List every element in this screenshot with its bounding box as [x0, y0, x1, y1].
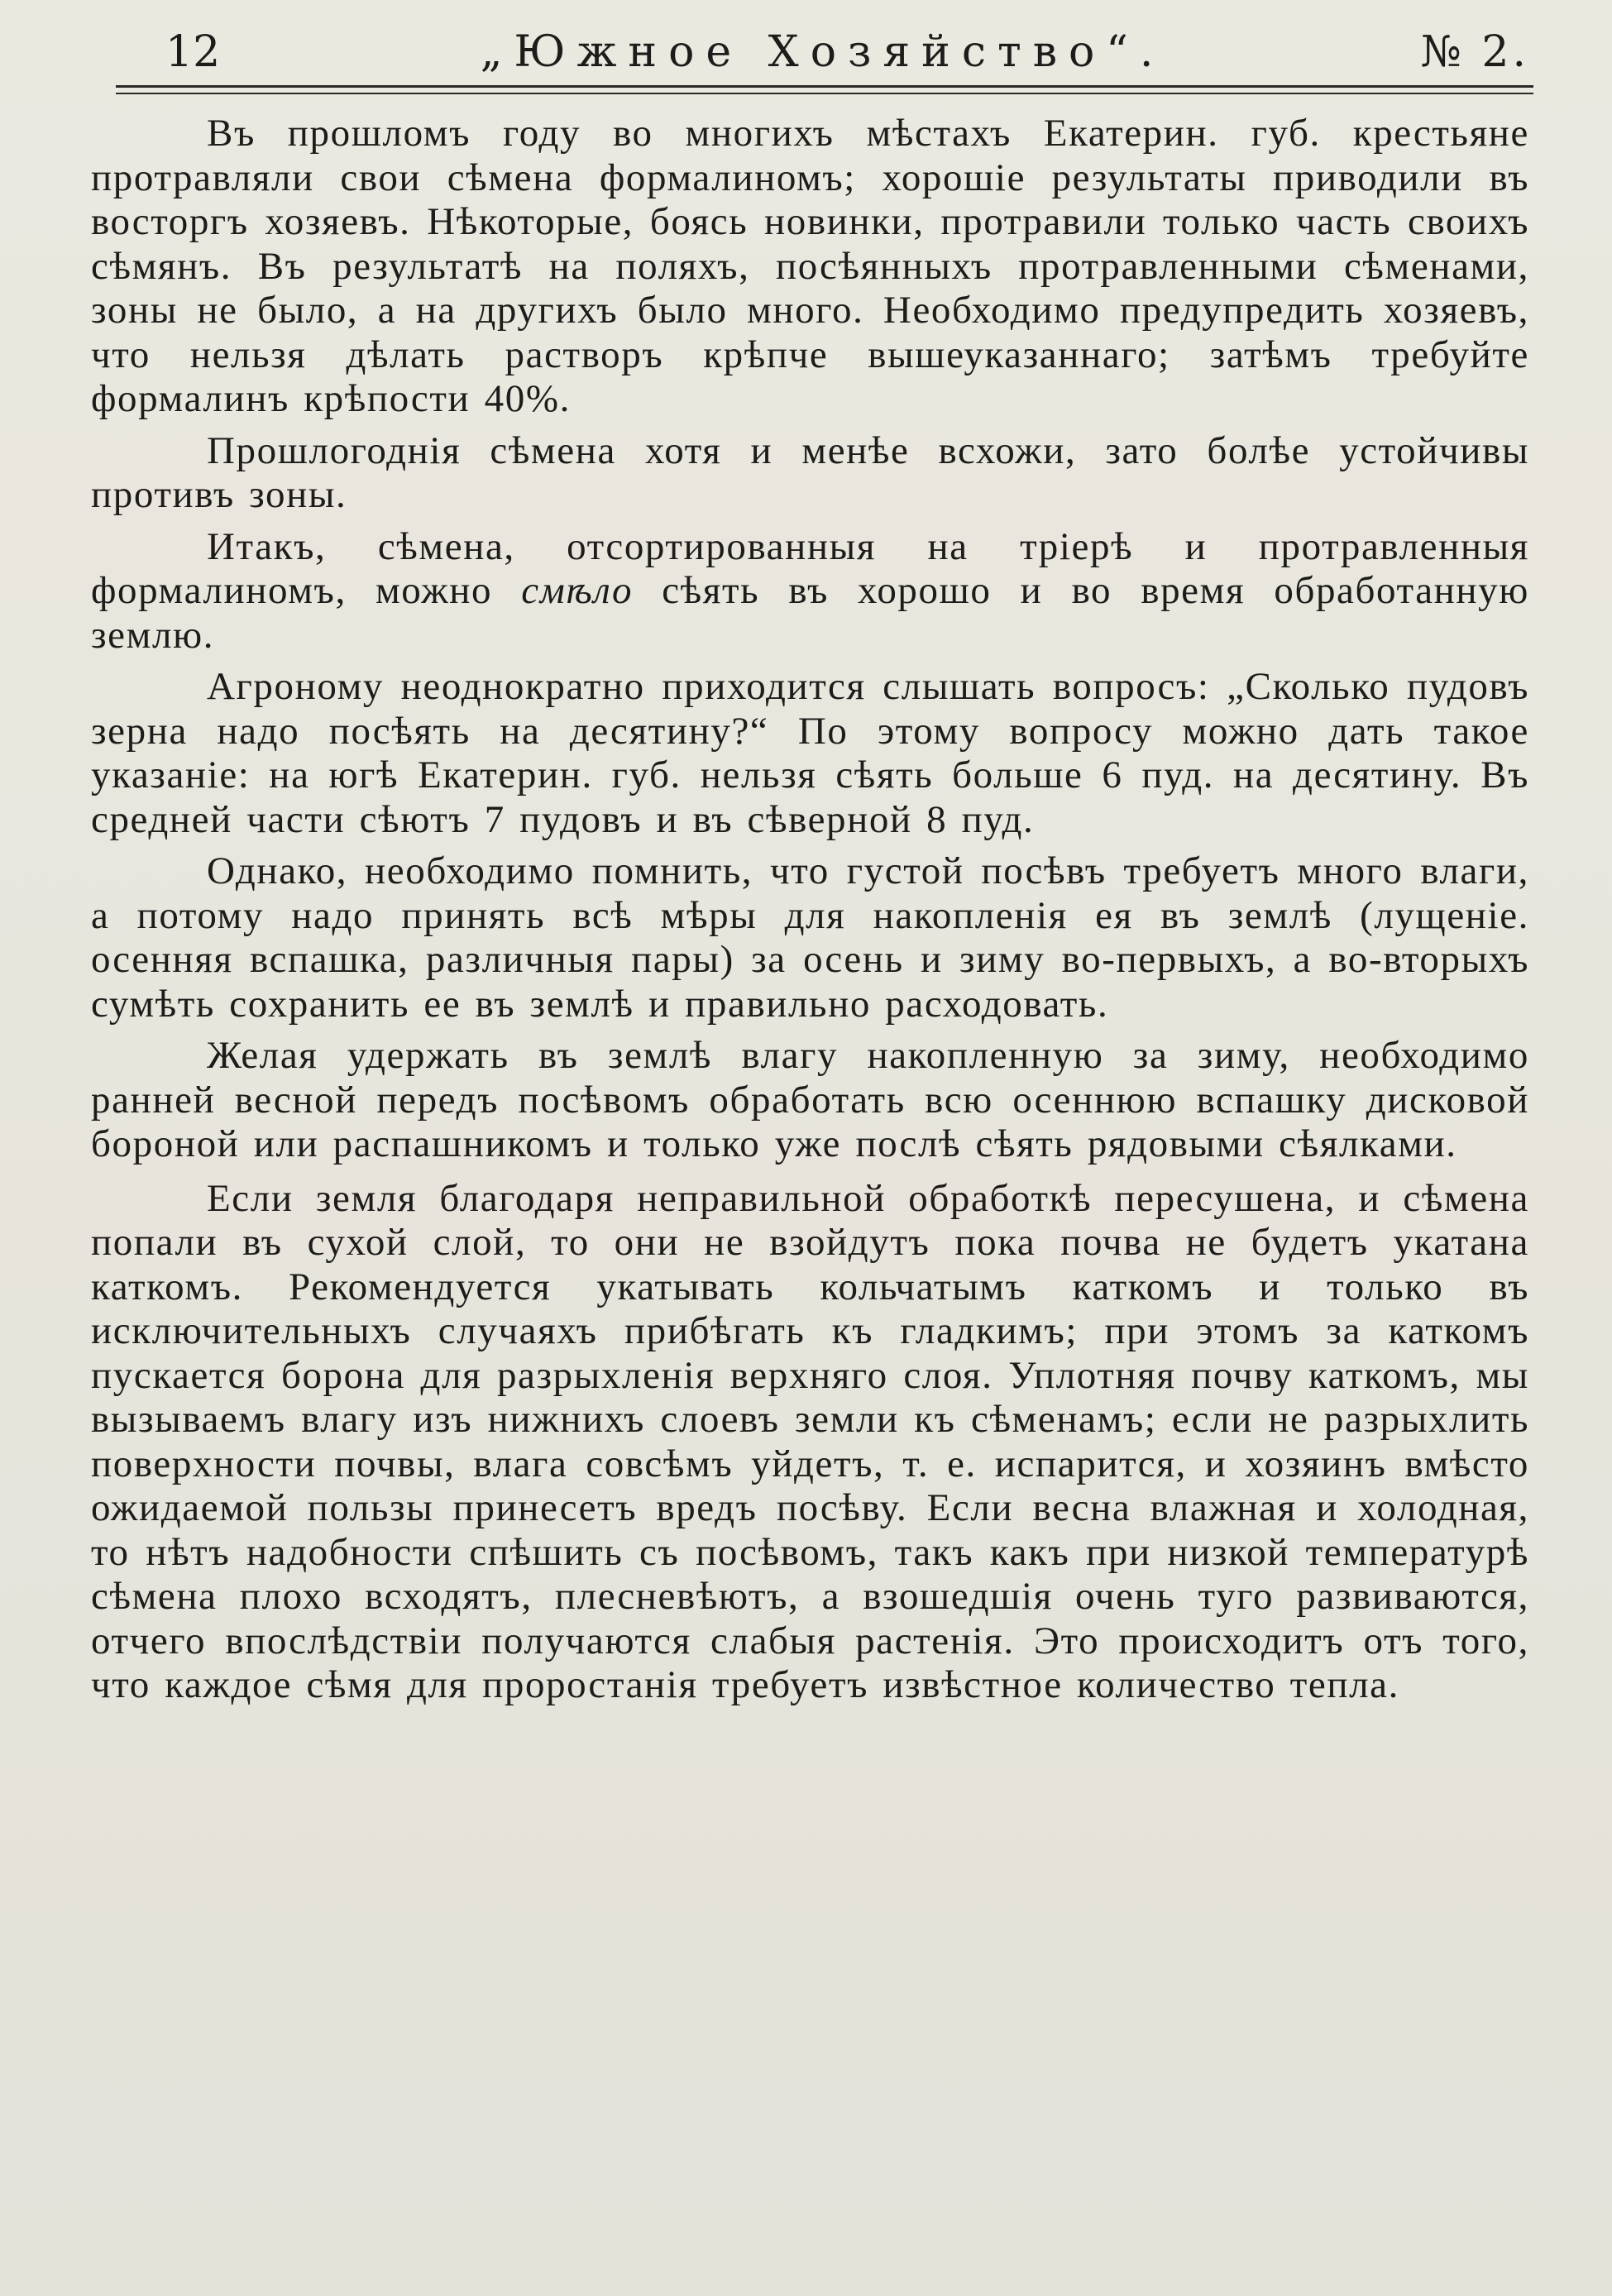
page-header	[116, 23, 1529, 81]
paragraph-seeding-rate: Агроному неоднократно приходится слышать вопросъ: „Сколько пудовъ зерна надо посѣять на десятину?“ По этому вопросу можно дать такое указаніе: на югѣ Екатерин. губ. нельзя сѣять больше 6 пуд. на десятину. Въ средней части сѣютъ 7 пудовъ и въ сѣверной 8 пуд.	[91, 665, 1529, 841]
paragraph-sorted-seeds	[91, 525, 1529, 658]
paragraph-moisture: Однако, необходимо помнить, что густой посѣвъ требуетъ много влаги, а потому надо принять всѣ мѣры для накопленія ея въ землѣ (лущеніе. осенняя вспашка, различныя пары) за осень и зиму во-первыхъ, а во-вторыхъ сумѣть сохранить ее въ землѣ и правильно расходовать.	[91, 849, 1529, 1026]
paragraph-sorted-seeds-start: Итакъ, сѣмена, отсортированныя на тріерѣ и протравленныя формалиномъ, можно	[91, 524, 1529, 612]
header-rule-top	[116, 85, 1533, 88]
paragraph-rolling: Если земля благодаря неправильной обработкѣ пересушена, и сѣмена попали въ сухой слой, то они не взойдутъ пока почва не будетъ укатана каткомъ. Рекомендуется укатывать кольчатымъ каткомъ и только въ исключительныхъ случаяхъ прибѣгать къ гладкимъ; при этомъ за каткомъ пускается борона для разрыхленія верхняго слоя. Уплотняя почву каткомъ, мы вызываемъ влагу изъ нижнихъ слоевъ земли къ сѣменамъ; если не разрыхлить поверхности почвы, влага совсѣмъ уйдетъ, т. е. испарится, и хозяинъ вмѣсто ожидаемой пользы принесетъ вредъ посѣву. Если весна влажная и холодная, то нѣтъ надобности спѣшить съ посѣвомъ, такъ какъ при низкой температурѣ сѣмена плохо всходятъ, плесневѣютъ, а взошедшія очень туго развиваются, отчего впослѣдствіи получаются слабыя растенія. Это происходитъ отъ того, что каждое сѣмя для проростанія требуетъ извѣстное количество тепла.	[91, 1176, 1529, 1706]
paragraph-spring-tillage: Желая удержать въ землѣ влагу накопленную за зиму, необходимо ранней весной передъ посѣвомъ обработать всю осеннюю вспашку дисковой бороной или распашникомъ и только уже послѣ сѣять рядовыми сѣялками.	[91, 1034, 1529, 1165]
article-body	[91, 112, 1529, 1715]
journal-title: „Южное Хозяйство“.	[480, 27, 1165, 77]
paragraph-formalin-results: Въ прошломъ году во многихъ мѣстахъ Екатерин. губ. крестьяне протравляли свои сѣмена формалиномъ; хорошіе результаты приводили въ восторгъ хозяевъ. Нѣкоторые, боясь новинки, протравили только часть своихъ сѣмянъ. Въ результатѣ на поляхъ, посѣянныхъ протравленными сѣменами, зоны не было, а на другихъ было много. Необходимо предупредить хозяевъ, что нельзя дѣлать растворъ крѣпче вышеуказаннаго; затѣмъ требуйте формалинъ крѣпости 40%.	[91, 112, 1529, 420]
paragraph-sorted-seeds-end: сѣять въ хорошо и во время обработанную землю.	[91, 569, 1529, 657]
issue-number: № 2.	[1420, 27, 1529, 77]
emphasis-word: смѣло	[521, 569, 634, 612]
paragraph-last-year-seeds: Прошлогоднія сѣмена хотя и менѣе всхожи, зато болѣе устойчивы противъ зоны.	[91, 428, 1529, 516]
page-number: 12	[165, 27, 221, 77]
header-rule-bottom	[116, 93, 1533, 94]
